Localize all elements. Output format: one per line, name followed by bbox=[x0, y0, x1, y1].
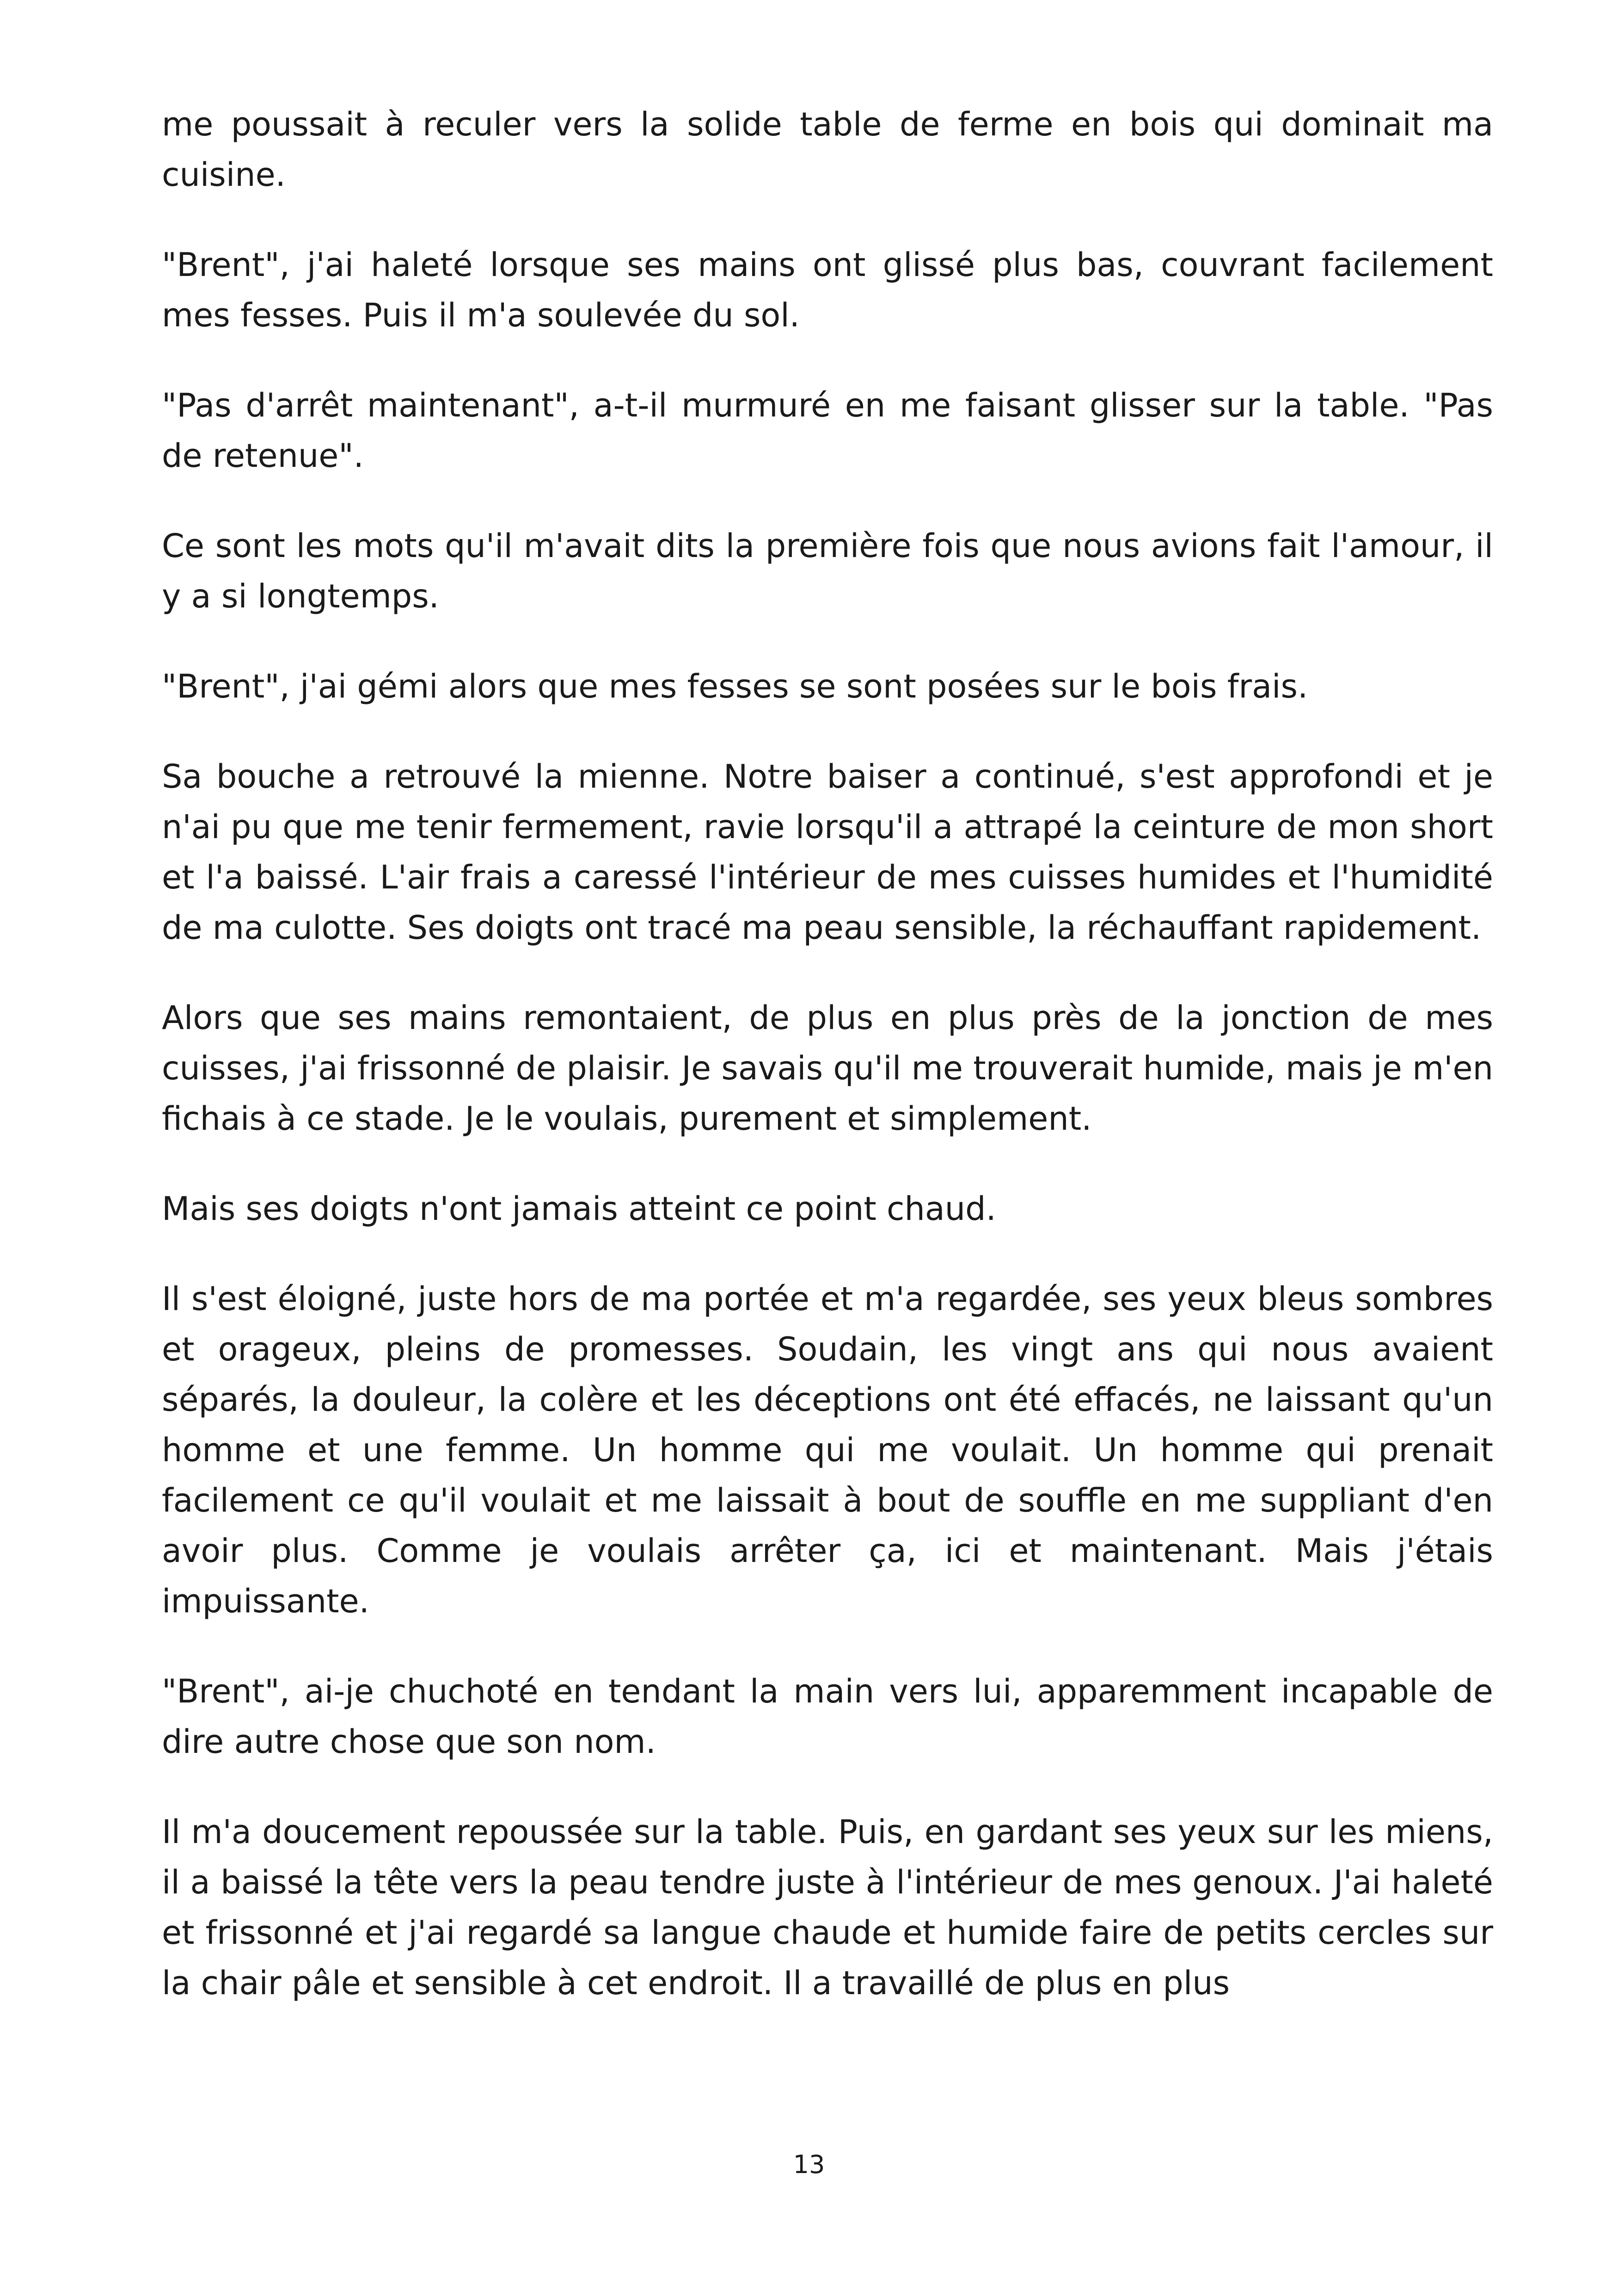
paragraph: Il m'a doucement repoussée sur la table. Puis, en gardant ses yeux sur les miens, il a baissé la tête vers la peau tendre juste à l'intérieur de mes genoux. J'ai haleté et frissonné et j'ai regardé sa langue chaude et humide faire de petits cercles sur la chair pâle et sensible à cet endroit. Il a travaillé de plus en plus bbox=[162, 1813, 1493, 2002]
body-text bbox=[162, 99, 1493, 2008]
paragraph: Alors que ses mains remontaient, de plus en plus près de la jonction de mes cuisses, j'ai frissonné de plaisir. Je savais qu'il me trouverait humide, mais je m'en fichais à ce stade. Je le voulais, purement et simplement. bbox=[162, 999, 1493, 1138]
paragraph: "Brent", ai-je chuchoté en tendant la main vers lui, apparemment incapable de dire autre chose que son nom. bbox=[162, 1672, 1493, 1761]
paragraph: Sa bouche a retrouvé la mienne. Notre baiser a continué, s'est approfondi et je n'ai pu que me tenir fermement, ravie lorsqu'il a attrapé la ceinture de mon short et l'a baissé. L'air frais a caressé l'intérieur de mes cuisses humides et l'humidité de ma culotte. Ses doigts ont tracé ma peau sensible, la réchauffant rapidement. bbox=[162, 758, 1493, 947]
paragraph: Ce sont les mots qu'il m'avait dits la première fois que nous avions fait l'amour, il y a si longtemps. bbox=[162, 527, 1493, 615]
page-number: 13 bbox=[793, 2150, 825, 2179]
paragraph: "Brent", j'ai gémi alors que mes fesses se sont posées sur le bois frais. bbox=[162, 667, 1308, 705]
paragraph: Il s'est éloigné, juste hors de ma portée et m'a regardée, ses yeux bleus sombres et orageux, pleins de promesses. Soudain, les vingt ans qui nous avaient séparés, la douleur, la colère et les déceptions ont été effacés, ne laissant qu'un homme et une femme. Un homme qui me voulait. Un homme qui prenait facilement ce qu'il voulait et me laissait à bout de souffle en me suppliant d'en avoir plus. Comme je voulais arrêter ça, ici et maintenant. Mais j'étais impuissante. bbox=[162, 1280, 1493, 1620]
paragraph: Mais ses doigts n'ont jamais atteint ce point chaud. bbox=[162, 1190, 996, 1228]
paragraph: "Brent", j'ai haleté lorsque ses mains ont glissé plus bas, couvrant facilement mes fesses. Puis il m'a soulevée du sol. bbox=[162, 246, 1493, 334]
paragraph: me poussait à reculer vers la solide table de ferme en bois qui dominait ma cuisine. bbox=[162, 105, 1493, 194]
paragraph: "Pas d'arrêt maintenant", a-t-il murmuré en me faisant glisser sur la table. "Pas de retenue". bbox=[162, 386, 1493, 475]
